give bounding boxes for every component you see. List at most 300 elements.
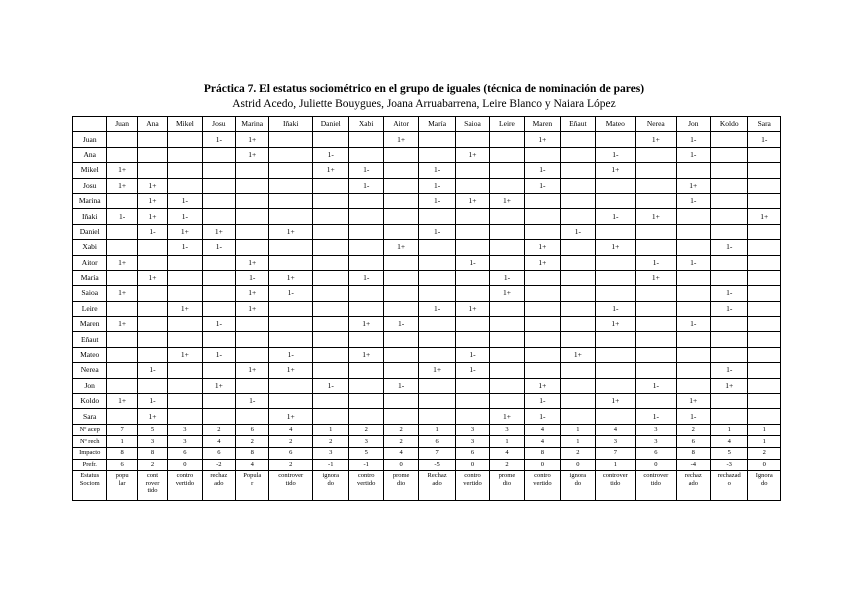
nomination-cell — [455, 394, 489, 409]
nomination-cell — [455, 224, 489, 239]
nomination-cell: 1- — [636, 255, 677, 270]
nomination-cell: 1+ — [107, 255, 137, 270]
nomination-cell — [236, 224, 269, 239]
nomination-cell — [349, 394, 383, 409]
nomination-cell — [202, 163, 235, 178]
nomination-cell: 1- — [202, 240, 235, 255]
row-header: Juan — [73, 132, 107, 147]
stats-cell: 6 — [455, 448, 489, 460]
table-row — [73, 132, 781, 147]
estatus-cell: ignora do — [313, 471, 349, 501]
nomination-cell: 1- — [711, 301, 748, 316]
estatus-cell: contro vertido — [349, 471, 383, 501]
nomination-cell — [524, 347, 560, 362]
nomination-cell — [748, 193, 781, 208]
row-header: Mateo — [73, 347, 107, 362]
nomination-cell — [107, 240, 137, 255]
nomination-cell — [595, 363, 636, 378]
nomination-cell — [202, 270, 235, 285]
nomination-cell — [636, 224, 677, 239]
nomination-cell — [349, 409, 383, 424]
column-header: María — [419, 117, 455, 132]
nomination-cell — [168, 286, 202, 301]
stats-cell: 5 — [349, 448, 383, 460]
row-header: María — [73, 270, 107, 285]
nomination-cell: 1+ — [524, 132, 560, 147]
nomination-cell — [490, 209, 524, 224]
nomination-cell — [455, 209, 489, 224]
column-header: Ana — [137, 117, 167, 132]
nomination-cell — [636, 178, 677, 193]
table-row — [73, 378, 781, 393]
nomination-cell: 1- — [383, 378, 418, 393]
nomination-cell — [349, 209, 383, 224]
nomination-cell: 1+ — [455, 147, 489, 162]
estatus-cell: rechaz ado — [676, 471, 710, 501]
stats-cell: 1 — [561, 436, 595, 448]
nomination-cell — [711, 178, 748, 193]
nomination-cell — [455, 409, 489, 424]
nomination-cell — [561, 394, 595, 409]
nomination-cell — [595, 347, 636, 362]
nomination-cell: 1- — [524, 163, 560, 178]
column-header: Marina — [236, 117, 269, 132]
nomination-cell — [490, 163, 524, 178]
nomination-cell — [107, 224, 137, 239]
nomination-cell: 1- — [137, 224, 167, 239]
stats-cell: 2 — [269, 459, 313, 471]
nomination-cell — [748, 317, 781, 332]
nomination-cell — [137, 147, 167, 162]
nomination-cell — [202, 147, 235, 162]
stats-cell: 8 — [137, 448, 167, 460]
stats-cell: 4 — [490, 448, 524, 460]
row-header: Mikel — [73, 163, 107, 178]
table-row — [73, 240, 781, 255]
stats-cell: 0 — [748, 459, 781, 471]
stats-cell: 2 — [561, 448, 595, 460]
nomination-cell: 1+ — [236, 363, 269, 378]
column-header: Eñaut — [561, 117, 595, 132]
nomination-cell — [595, 178, 636, 193]
nomination-cell — [202, 178, 235, 193]
nomination-cell — [711, 209, 748, 224]
stats-cell: 1 — [490, 436, 524, 448]
nomination-cell — [676, 209, 710, 224]
table-row — [73, 178, 781, 193]
nomination-cell: 1+ — [168, 224, 202, 239]
nomination-cell — [107, 378, 137, 393]
nomination-cell — [524, 332, 560, 347]
nomination-cell — [137, 332, 167, 347]
nomination-cell — [349, 240, 383, 255]
stats-cell: 1 — [419, 424, 455, 436]
stats-cell: 3 — [455, 436, 489, 448]
stats-cell: 0 — [561, 459, 595, 471]
nomination-cell — [455, 378, 489, 393]
nomination-cell — [313, 224, 349, 239]
nomination-cell: 1+ — [676, 394, 710, 409]
nomination-cell — [524, 270, 560, 285]
nomination-cell — [490, 224, 524, 239]
column-header: Maren — [524, 117, 560, 132]
nomination-cell — [490, 317, 524, 332]
nomination-cell — [137, 255, 167, 270]
nomination-cell — [561, 209, 595, 224]
nomination-cell — [313, 270, 349, 285]
nomination-cell: 1+ — [107, 178, 137, 193]
nomination-cell — [236, 209, 269, 224]
nomination-cell — [636, 301, 677, 316]
nomination-cell — [269, 255, 313, 270]
stats-cell: 3 — [636, 436, 677, 448]
column-header: Jon — [676, 117, 710, 132]
nomination-cell: 1+ — [236, 147, 269, 162]
nomination-cell: 1- — [137, 363, 167, 378]
nomination-cell: 1- — [676, 193, 710, 208]
row-header: Saioa — [73, 286, 107, 301]
nomination-cell — [711, 147, 748, 162]
table-row — [73, 286, 781, 301]
nomination-cell: 1- — [711, 286, 748, 301]
row-header: Aitor — [73, 255, 107, 270]
estatus-cell: contro vertido — [524, 471, 560, 501]
nomination-cell — [524, 317, 560, 332]
nomination-cell — [490, 240, 524, 255]
nomination-cell: 1+ — [269, 363, 313, 378]
nomination-cell — [269, 147, 313, 162]
nomination-cell — [269, 301, 313, 316]
stats-cell: 6 — [269, 448, 313, 460]
stats-cell: 1 — [748, 424, 781, 436]
nomination-cell: 1- — [202, 347, 235, 362]
stats-cell: -2 — [202, 459, 235, 471]
nomination-cell — [561, 270, 595, 285]
stats-cell: 1 — [561, 424, 595, 436]
nomination-cell — [313, 193, 349, 208]
nomination-cell — [748, 224, 781, 239]
nomination-cell — [168, 363, 202, 378]
nomination-cell — [748, 363, 781, 378]
nomination-cell — [676, 270, 710, 285]
nomination-cell: 1+ — [636, 270, 677, 285]
nomination-cell — [748, 240, 781, 255]
nomination-cell — [595, 378, 636, 393]
stats-cell: 2 — [236, 436, 269, 448]
nomination-cell — [313, 301, 349, 316]
row-header: Koldo — [73, 394, 107, 409]
table-row — [73, 163, 781, 178]
stats-cell: 3 — [168, 436, 202, 448]
nomination-cell — [168, 132, 202, 147]
nomination-cell — [383, 224, 418, 239]
stats-cell: 4 — [383, 448, 418, 460]
column-header: Nerea — [636, 117, 677, 132]
nomination-cell — [383, 147, 418, 162]
stats-cell: 7 — [419, 448, 455, 460]
nomination-cell: 1- — [676, 132, 710, 147]
nomination-cell: 1- — [349, 178, 383, 193]
nomination-cell — [561, 178, 595, 193]
nomination-cell: 1+ — [595, 317, 636, 332]
nomination-cell — [168, 317, 202, 332]
nomination-cell — [490, 394, 524, 409]
stats-row — [73, 436, 781, 448]
nomination-cell: 1+ — [168, 301, 202, 316]
nomination-cell: 1+ — [137, 209, 167, 224]
stats-cell: -3 — [711, 459, 748, 471]
nomination-cell — [202, 363, 235, 378]
nomination-cell — [137, 347, 167, 362]
nomination-cell — [490, 255, 524, 270]
nomination-cell: 1+ — [236, 301, 269, 316]
nomination-cell: 1+ — [676, 178, 710, 193]
nomination-cell: 1- — [561, 224, 595, 239]
nomination-cell — [168, 163, 202, 178]
nomination-cell — [383, 255, 418, 270]
nomination-cell: 1+ — [269, 270, 313, 285]
nomination-cell — [383, 270, 418, 285]
nomination-cell: 1+ — [236, 286, 269, 301]
nomination-cell: 1+ — [524, 255, 560, 270]
nomination-cell: 1+ — [236, 255, 269, 270]
stats-cell: 2 — [313, 436, 349, 448]
nomination-cell — [748, 378, 781, 393]
estatus-cell: ignora do — [561, 471, 595, 501]
row-header: Leire — [73, 301, 107, 316]
stats-cell: 3 — [313, 448, 349, 460]
nomination-cell — [269, 394, 313, 409]
stats-cell: 4 — [595, 424, 636, 436]
nomination-cell — [676, 363, 710, 378]
table-row — [73, 317, 781, 332]
nomination-cell — [137, 132, 167, 147]
nomination-cell — [107, 270, 137, 285]
nomination-cell — [490, 332, 524, 347]
row-header: Daniel — [73, 224, 107, 239]
stats-cell: 6 — [202, 448, 235, 460]
nomination-cell — [455, 270, 489, 285]
nomination-cell: 1- — [313, 147, 349, 162]
nomination-cell — [419, 409, 455, 424]
nomination-cell — [455, 286, 489, 301]
nomination-cell — [636, 193, 677, 208]
nomination-cell: 1+ — [137, 270, 167, 285]
nomination-cell — [269, 317, 313, 332]
nomination-cell — [168, 378, 202, 393]
estatus-cell: Popula r — [236, 471, 269, 501]
nomination-cell: 1+ — [313, 163, 349, 178]
stats-cell: 2 — [676, 424, 710, 436]
nomination-cell: 1+ — [595, 163, 636, 178]
nomination-cell: 1- — [455, 255, 489, 270]
nomination-cell — [455, 163, 489, 178]
nomination-cell: 1+ — [137, 178, 167, 193]
stats-cell: 7 — [595, 448, 636, 460]
nomination-cell — [524, 301, 560, 316]
nomination-cell — [524, 193, 560, 208]
stats-cell: 0 — [524, 459, 560, 471]
nomination-cell — [313, 332, 349, 347]
stats-label: Nº rech — [73, 436, 107, 448]
row-header: Jon — [73, 378, 107, 393]
stats-cell: 0 — [383, 459, 418, 471]
nomination-cell: 1- — [676, 255, 710, 270]
nomination-cell — [236, 163, 269, 178]
stats-cell: 4 — [524, 424, 560, 436]
estatus-cell: controver tido — [595, 471, 636, 501]
nomination-cell: 1+ — [455, 301, 489, 316]
nomination-cell — [349, 332, 383, 347]
nomination-cell — [107, 301, 137, 316]
stats-cell: 4 — [269, 424, 313, 436]
nomination-cell: 1- — [168, 193, 202, 208]
nomination-cell: 1+ — [383, 132, 418, 147]
stats-cell: 6 — [676, 436, 710, 448]
row-header: Maren — [73, 317, 107, 332]
nomination-cell — [595, 286, 636, 301]
nomination-cell: 1+ — [236, 132, 269, 147]
stats-cell: 8 — [236, 448, 269, 460]
nomination-cell — [313, 209, 349, 224]
nomination-cell: 1- — [202, 317, 235, 332]
nomination-cell — [168, 394, 202, 409]
nomination-cell — [455, 178, 489, 193]
nomination-cell — [313, 363, 349, 378]
table-row — [73, 363, 781, 378]
estatus-cell: controver tido — [269, 471, 313, 501]
nomination-cell: 1+ — [524, 378, 560, 393]
nomination-cell — [349, 147, 383, 162]
nomination-cell — [269, 240, 313, 255]
nomination-cell: 1+ — [748, 209, 781, 224]
stats-cell: 3 — [349, 436, 383, 448]
nomination-cell — [636, 240, 677, 255]
nomination-cell — [202, 394, 235, 409]
nomination-cell — [561, 147, 595, 162]
nomination-cell: 1- — [636, 378, 677, 393]
nomination-cell — [107, 147, 137, 162]
stats-cell: 3 — [490, 424, 524, 436]
nomination-cell: 1- — [595, 301, 636, 316]
nomination-cell — [455, 317, 489, 332]
nomination-cell — [561, 132, 595, 147]
table-row — [73, 270, 781, 285]
nomination-cell: 1- — [419, 301, 455, 316]
nomination-cell — [383, 178, 418, 193]
stats-cell: -5 — [419, 459, 455, 471]
nomination-cell — [748, 178, 781, 193]
nomination-cell — [595, 255, 636, 270]
nomination-cell: 1- — [313, 378, 349, 393]
nomination-cell — [168, 178, 202, 193]
nomination-cell: 1- — [455, 363, 489, 378]
nomination-cell — [137, 301, 167, 316]
table-row — [73, 224, 781, 239]
nomination-cell: 1- — [168, 209, 202, 224]
nomination-cell — [636, 147, 677, 162]
estatus-cell: Rechaz ado — [419, 471, 455, 501]
nomination-cell: 1- — [676, 409, 710, 424]
nomination-cell — [561, 240, 595, 255]
nomination-cell: 1+ — [107, 317, 137, 332]
nomination-cell — [349, 193, 383, 208]
nomination-cell — [202, 332, 235, 347]
stats-cell: 1 — [313, 424, 349, 436]
stats-cell: 2 — [137, 459, 167, 471]
nomination-cell: 1- — [269, 286, 313, 301]
stats-cell: 4 — [524, 436, 560, 448]
column-header: Juan — [107, 117, 137, 132]
nomination-cell — [383, 409, 418, 424]
stats-cell: 6 — [419, 436, 455, 448]
stats-row — [73, 459, 781, 471]
nomination-cell: 1- — [676, 147, 710, 162]
nomination-cell — [419, 378, 455, 393]
stats-cell: 6 — [168, 448, 202, 460]
nomination-cell — [137, 240, 167, 255]
nomination-cell — [676, 347, 710, 362]
nomination-cell — [490, 378, 524, 393]
nomination-cell — [748, 255, 781, 270]
nomination-cell — [711, 163, 748, 178]
nomination-cell — [107, 409, 137, 424]
nomination-cell: 1- — [202, 132, 235, 147]
stats-label: Nº acep — [73, 424, 107, 436]
nomination-cell — [490, 132, 524, 147]
nomination-cell — [383, 286, 418, 301]
nomination-cell — [561, 193, 595, 208]
nomination-cell — [269, 132, 313, 147]
nomination-cell — [107, 363, 137, 378]
nomination-cell: 1+ — [349, 347, 383, 362]
nomination-cell — [676, 286, 710, 301]
stats-cell: 2 — [383, 424, 418, 436]
stats-cell: 0 — [636, 459, 677, 471]
nomination-cell — [107, 193, 137, 208]
nomination-cell: 1+ — [383, 240, 418, 255]
table-row — [73, 209, 781, 224]
nomination-cell — [490, 178, 524, 193]
nomination-cell: 1+ — [595, 240, 636, 255]
nomination-cell — [711, 224, 748, 239]
nomination-cell: 1- — [490, 270, 524, 285]
nomination-cell: 1+ — [269, 409, 313, 424]
nomination-cell — [419, 209, 455, 224]
nomination-cell: 1- — [349, 163, 383, 178]
stats-cell: 6 — [107, 459, 137, 471]
nomination-cell — [349, 286, 383, 301]
nomination-cell — [137, 317, 167, 332]
stats-label: Impacto — [73, 448, 107, 460]
nomination-cell — [524, 363, 560, 378]
stats-cell: 3 — [137, 436, 167, 448]
nomination-cell — [236, 409, 269, 424]
column-header: Josu — [202, 117, 235, 132]
table-row — [73, 301, 781, 316]
nomination-cell: 1- — [636, 409, 677, 424]
column-header: Sara — [748, 117, 781, 132]
nomination-cell: 1- — [711, 363, 748, 378]
nomination-cell — [636, 317, 677, 332]
nomination-cell: 1- — [595, 209, 636, 224]
nomination-cell: 1- — [748, 132, 781, 147]
nomination-cell — [168, 147, 202, 162]
table-row — [73, 193, 781, 208]
nomination-cell — [236, 317, 269, 332]
nomination-cell: 1+ — [168, 347, 202, 362]
nomination-cell — [349, 301, 383, 316]
